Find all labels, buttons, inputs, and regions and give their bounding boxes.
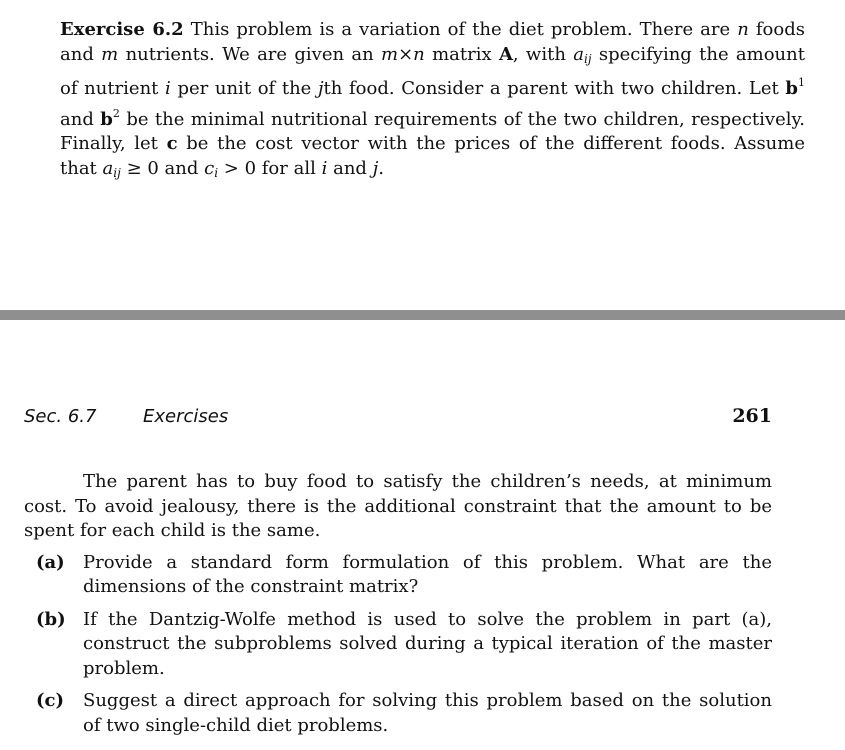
item-text-b: If the Dantzig-Wolfe method is used to solve the problem in part (a), construct the subproblems solved during a typical iteration of the master problem. [83,608,772,679]
aij2-base: a [102,157,114,179]
exercise-text-3: nutrients. We are given an [125,43,374,65]
exercise-text-8: th food. Consider a parent with two children. Let [323,78,779,99]
exercise-text-5: , with [512,43,566,65]
exercise-text-1: This problem is a variation of the diet problem. There are [190,19,731,40]
exercise-text-12: and [333,157,367,179]
section-number: Sec. 6.7 [24,406,97,427]
exercise-end: . [378,157,385,179]
b1-sup: 1 [797,76,805,89]
page-header [24,406,772,434]
var-j-2: j [372,157,379,179]
var-i-2: i [321,157,328,179]
item-text-c: Suggest a direct approach for solving this problem based on the solution of two single-child diet problems. [83,690,772,736]
exercise-text-6: specifying the amount of nutrient [60,43,805,99]
b2-base: b [100,108,113,130]
geq-text: ≥ 0 and [126,157,199,179]
exercise-text-7: per unit of the [177,78,312,99]
gt-text: > 0 for all [223,157,316,179]
b2-sup: 2 [112,106,120,120]
page-number: 261 [732,405,772,427]
exercise-text-10: be the minimal nutritional requirements of the two children, respectively. Finally, let [60,108,805,154]
matrix-dims: m×n [381,43,425,65]
item-label-c: (c) [36,690,64,711]
aij2-sub: ij [113,165,121,180]
b1-base: b [785,78,798,99]
body-paragraph: The parent has to buy food to satisfy the children’s needs, at minimum cost. To avoid jealousy, there is the additional constraint that the amount to be spent for each child is the same. [24,471,772,541]
ci-sub: i [214,165,219,180]
aij-sub: ij [583,51,592,66]
page-body [24,470,772,746]
item-label-a: (a) [36,551,65,573]
exercise-title: Exercise 6.2 [60,19,184,40]
item-label-b: (b) [36,608,66,630]
page-divider [0,310,845,320]
list-item [24,689,772,738]
exercise-text-2: foods and [60,19,805,65]
exercise-text-11: be the cost vector with the prices of the different foods. Assume that [60,133,805,179]
list-item [24,608,772,682]
exercise-text-4: matrix [432,43,492,65]
exercise-parts-list [24,551,772,739]
list-item [24,551,772,600]
exercise-block [60,18,805,185]
var-n: n [737,19,749,40]
var-j: j [317,78,324,99]
item-text-a: Provide a standard form formulation of this problem. What are the dimensions of the constraint matrix? [83,551,772,597]
var-m: m [101,43,119,65]
aij-base: a [573,43,584,65]
ci-base: c [204,157,215,179]
section-title: Exercises [143,406,229,427]
cost-vector-c: c [166,133,178,154]
exercise-text-9: and [60,108,94,130]
var-i: i [165,78,171,99]
matrix-A: A [498,43,513,65]
